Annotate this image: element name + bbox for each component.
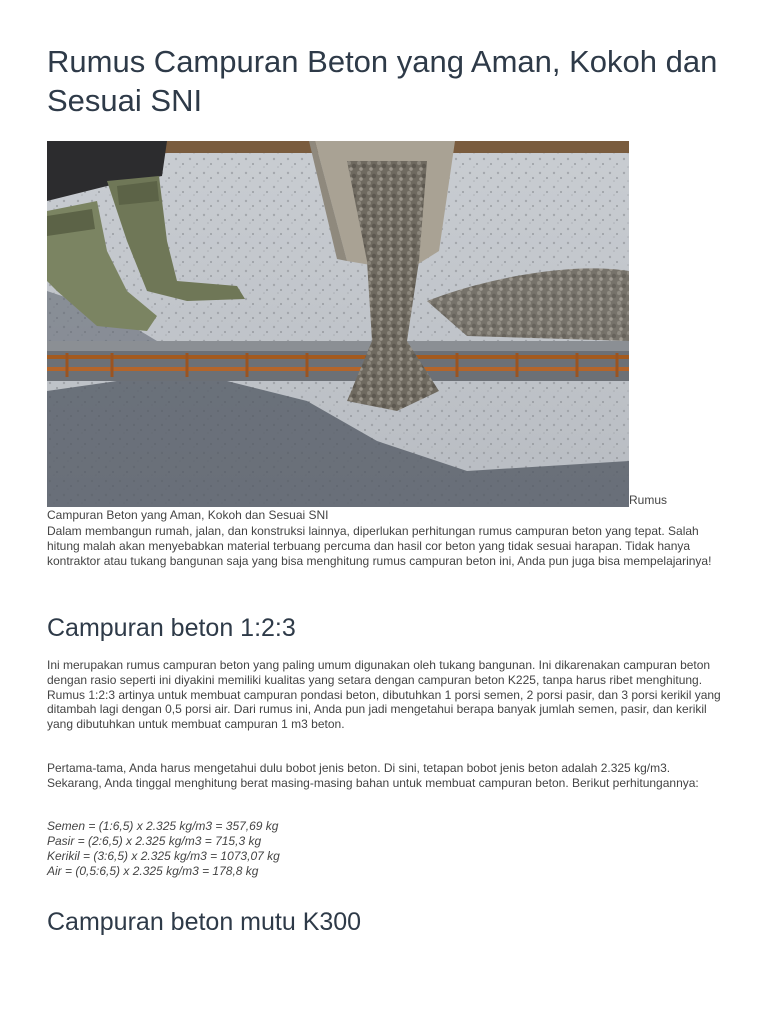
caption-part-b: Campuran Beton yang Aman, Kokoh dan Sesuai SNI xyxy=(47,508,329,522)
calc-line-air: Air = (0,5:6,5) x 2.325 kg/m3 = 178,8 kg xyxy=(47,864,259,878)
section1-paragraph-2: Pertama-tama, Anda harus mengetahui dulu bobot jenis beton. Di sini, tetapan bobot jenis beton adalah 2.325 kg/m3. Sekarang, Anda tinggal menghitung berat masing-masing bahan untuk membuat campuran beton. Berikut perhitungannya: xyxy=(47,761,699,790)
calc-line-semen: Semen = (1:6,5) x 2.325 kg/m3 = 357,69 kg xyxy=(47,819,279,833)
calc-line-kerikil: Kerikil = (3:6,5) x 2.325 kg/m3 = 1073,07 kg xyxy=(47,849,280,863)
calc-line-pasir: Pasir = (2:6,5) x 2.325 kg/m3 = 715,3 kg xyxy=(47,834,262,848)
calculation-list xyxy=(47,819,280,879)
section-heading-1: Campuran beton 1:2:3 xyxy=(47,614,296,642)
section1-paragraph-1: Ini merupakan rumus campuran beton yang paling umum digunakan oleh tukang bangunan. Ini dikarenakan campuran beton dengan rasio seperti ini diyakini memiliki kualitas yang setara dengan campuran beton K225, tanpa harus ribet menghitung. Rumus 1:2:3 artinya untuk membuat campuran pondasi beton, dibutuhkan 1 porsi semen, 2 porsi pasir, dan 3 porsi kerikil yang ditambah lagi dengan 0,5 porsi air. Dari rumus ini, Anda pun jadi mengetahui berapa banyak jumlah semen, pasir, dan kerikil yang dibutuhkan untuk membuat campuran 1 m3 beton. xyxy=(47,658,721,732)
section-heading-2: Campuran beton mutu K300 xyxy=(47,908,362,936)
caption-part-a: Rumus xyxy=(629,493,668,507)
page-title: Rumus Campuran Beton yang Aman, Kokoh dan Sesuai SNI xyxy=(47,44,718,118)
hero-figure xyxy=(47,141,727,507)
concrete-pouring-image xyxy=(47,141,629,507)
intro-paragraph: Dalam membangun rumah, jalan, dan konstruksi lainnya, diperlukan perhitungan rumus campuran beton yang tepat. Salah hitung malah akan menyebabkan material terbuang percuma dan hasil cor beton yang tidak sesuai harapan. Tidak hanya kontraktor atau tukang bangunan saja yang bisa menghitung rumus campuran beton ini, Anda pun juga bisa mempelajarinya! xyxy=(47,524,712,568)
